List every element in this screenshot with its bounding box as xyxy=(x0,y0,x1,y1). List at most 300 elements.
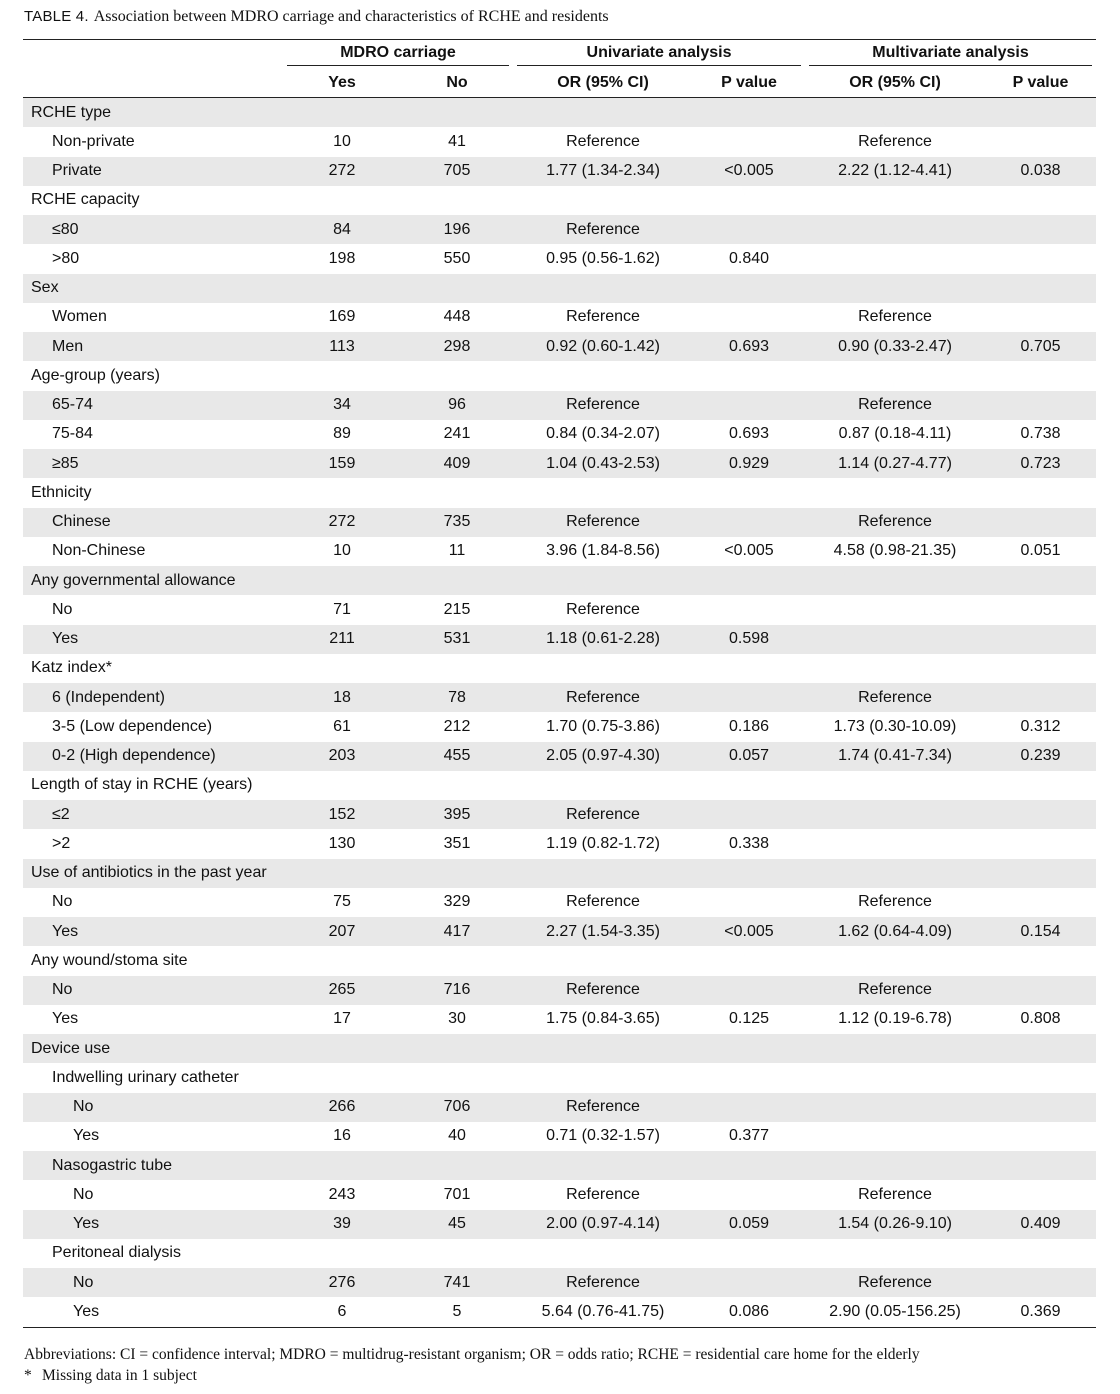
cell-p-multivariate: 0.154 xyxy=(985,917,1096,946)
cell-p-multivariate xyxy=(985,654,1096,683)
cell-mdro-no xyxy=(401,946,513,975)
row-label: 65-74 xyxy=(23,391,283,420)
cell-mdro-no: 298 xyxy=(401,332,513,361)
cell-p-multivariate: 0.239 xyxy=(985,742,1096,771)
cell-p-univariate xyxy=(693,888,805,917)
table-row xyxy=(23,1239,1096,1268)
table-row xyxy=(23,976,1096,1005)
cell-or-multivariate: Reference xyxy=(805,1268,985,1297)
header-group-univariate: Univariate analysis xyxy=(513,40,805,70)
cell-or-multivariate xyxy=(805,478,985,507)
cell-p-multivariate xyxy=(985,98,1096,128)
cell-or-multivariate xyxy=(805,1093,985,1122)
cell-p-univariate: 0.693 xyxy=(728,425,770,443)
cell-p-multivariate xyxy=(985,1180,1096,1209)
row-label: >2 xyxy=(52,834,71,852)
cell-or-multivariate xyxy=(805,1063,985,1092)
cell-mdro-yes: 211 xyxy=(283,625,401,654)
table-row xyxy=(23,1005,1096,1034)
cell-or-multivariate xyxy=(805,859,985,888)
cell-or-univariate: Reference xyxy=(513,391,693,420)
cell-mdro-no: 395 xyxy=(401,800,513,829)
table-row xyxy=(23,1063,1096,1092)
cell-or-multivariate xyxy=(805,274,985,303)
cell-mdro-no: 351 xyxy=(443,834,471,852)
row-label: ≤80 xyxy=(23,215,283,244)
cell-mdro-no: 531 xyxy=(401,625,513,654)
cell-mdro-yes: 34 xyxy=(283,391,401,420)
cell-or-univariate xyxy=(513,771,693,800)
cell-p-multivariate: 0.723 xyxy=(985,449,1096,478)
cell-mdro-yes: 10 xyxy=(333,132,351,150)
cell-or-multivariate xyxy=(805,244,985,273)
cell-mdro-yes xyxy=(283,946,401,975)
row-label: Nasogastric tube xyxy=(23,1151,283,1180)
table-row-category xyxy=(23,98,1096,128)
table-row xyxy=(23,742,1096,771)
row-label: Any wound/stoma site xyxy=(31,951,188,969)
cell-or-multivariate: 4.58 (0.98-21.35) xyxy=(833,542,957,560)
row-label: No xyxy=(23,1093,283,1122)
table-row xyxy=(23,449,1096,478)
cell-p-multivariate xyxy=(985,361,1096,390)
cell-mdro-yes: 71 xyxy=(333,600,351,618)
cell-mdro-no xyxy=(401,859,513,888)
row-label: RCHE type xyxy=(23,98,283,128)
cell-p-univariate xyxy=(693,1268,805,1297)
row-label: 75-84 xyxy=(52,425,93,443)
table-row xyxy=(23,683,1096,712)
row-label: RCHE capacity xyxy=(31,191,140,209)
cell-mdro-yes: 159 xyxy=(283,449,401,478)
cell-mdro-yes: 89 xyxy=(333,425,351,443)
cell-or-univariate: 2.00 (0.97-4.14) xyxy=(513,1210,693,1239)
cell-p-univariate xyxy=(693,186,805,215)
cell-or-univariate xyxy=(513,1151,693,1180)
cell-p-univariate: 0.086 xyxy=(728,1302,770,1320)
cell-p-univariate xyxy=(693,127,805,156)
cell-or-multivariate: 0.90 (0.33-2.47) xyxy=(805,332,985,361)
table-row xyxy=(23,215,1096,244)
cell-p-multivariate: 0.312 xyxy=(1020,717,1061,735)
cell-p-multivariate: 0.369 xyxy=(1020,1302,1061,1320)
row-label: Katz index* xyxy=(31,659,112,677)
row-label: Men xyxy=(23,332,283,361)
cell-or-multivariate xyxy=(805,98,985,128)
cell-p-multivariate xyxy=(985,1093,1096,1122)
cell-p-multivariate: 0.409 xyxy=(985,1210,1096,1239)
cell-mdro-no: 241 xyxy=(443,425,471,443)
cell-or-multivariate xyxy=(805,186,985,215)
cell-mdro-no: 78 xyxy=(401,683,513,712)
table-row-category xyxy=(23,478,1096,507)
cell-or-multivariate: 1.62 (0.64-4.09) xyxy=(805,917,985,946)
cell-mdro-no xyxy=(401,1239,513,1268)
cell-or-univariate xyxy=(513,946,693,975)
header-blank xyxy=(23,40,283,70)
cell-p-multivariate xyxy=(985,1151,1096,1180)
cell-p-multivariate: 0.038 xyxy=(985,157,1096,186)
cell-or-univariate: Reference xyxy=(566,893,640,911)
table-row xyxy=(23,332,1096,361)
cell-or-multivariate: 0.87 (0.18-4.11) xyxy=(838,425,952,443)
cell-p-univariate xyxy=(693,1180,805,1209)
table-row xyxy=(23,537,1096,566)
cell-mdro-yes xyxy=(283,1063,401,1092)
cell-p-multivariate xyxy=(985,976,1096,1005)
table-row xyxy=(23,888,1096,917)
cell-p-multivariate xyxy=(985,683,1096,712)
row-label: Non-Chinese xyxy=(52,542,146,560)
row-label: Yes xyxy=(23,917,283,946)
cell-p-univariate: 0.929 xyxy=(693,449,805,478)
table-row xyxy=(23,595,1096,624)
cell-or-univariate: Reference xyxy=(513,683,693,712)
cell-mdro-no: 550 xyxy=(443,249,471,267)
cell-p-multivariate xyxy=(985,478,1096,507)
cell-p-univariate: 0.057 xyxy=(693,742,805,771)
cell-mdro-yes xyxy=(283,98,401,128)
cell-mdro-no: 448 xyxy=(443,308,471,326)
row-label: ≤2 xyxy=(23,800,283,829)
row-label: Use of antibiotics in the past year xyxy=(23,859,283,888)
cell-mdro-yes: 6 xyxy=(337,1302,347,1320)
cell-mdro-yes: 152 xyxy=(283,800,401,829)
cell-or-multivariate: Reference xyxy=(805,683,985,712)
cell-mdro-no xyxy=(401,98,513,128)
table-row xyxy=(23,712,1096,741)
cell-or-univariate xyxy=(513,566,693,595)
cell-mdro-no: 215 xyxy=(443,600,471,618)
table-row xyxy=(23,127,1096,156)
table-row xyxy=(23,829,1096,858)
cell-mdro-no xyxy=(401,478,513,507)
row-label: Age-group (years) xyxy=(31,366,160,384)
cell-mdro-yes xyxy=(283,1151,401,1180)
table-row xyxy=(23,508,1096,537)
cell-p-multivariate: 0.808 xyxy=(1020,1010,1061,1028)
row-label: Yes xyxy=(23,625,283,654)
table-row xyxy=(23,303,1096,332)
cell-p-univariate xyxy=(693,98,805,128)
cell-p-multivariate: 0.705 xyxy=(985,332,1096,361)
cell-mdro-no: 45 xyxy=(401,1210,513,1239)
cell-p-univariate xyxy=(693,946,805,975)
cell-mdro-yes: 130 xyxy=(328,834,356,852)
cell-mdro-yes: 272 xyxy=(283,508,401,537)
cell-mdro-yes xyxy=(283,566,401,595)
cell-mdro-yes: 75 xyxy=(333,893,351,911)
cell-p-univariate xyxy=(693,215,805,244)
table-row-category xyxy=(23,361,1096,390)
cell-p-multivariate xyxy=(985,391,1096,420)
cell-p-univariate: <0.005 xyxy=(724,542,774,560)
table-row xyxy=(23,917,1096,946)
cell-mdro-yes xyxy=(283,361,401,390)
table-row xyxy=(23,391,1096,420)
cell-mdro-no xyxy=(401,1151,513,1180)
header-group-multivariate: Multivariate analysis xyxy=(805,40,1096,70)
table-row-category xyxy=(23,274,1096,303)
cell-mdro-no: 735 xyxy=(401,508,513,537)
cell-or-univariate xyxy=(513,361,693,390)
cell-p-multivariate xyxy=(985,888,1096,917)
cell-mdro-yes xyxy=(283,478,401,507)
cell-mdro-yes: 203 xyxy=(283,742,401,771)
cell-p-multivariate xyxy=(985,566,1096,595)
cell-or-multivariate xyxy=(805,1151,985,1180)
table-footnotes xyxy=(24,1344,920,1386)
row-label: ≥85 xyxy=(23,449,283,478)
cell-p-multivariate xyxy=(985,1268,1096,1297)
cell-or-univariate: 1.70 (0.75-3.86) xyxy=(546,717,660,735)
cell-mdro-no: 212 xyxy=(443,717,471,735)
cell-mdro-no: 701 xyxy=(443,1185,471,1203)
cell-or-univariate: 1.19 (0.82-1.72) xyxy=(546,834,660,852)
row-label: Non-private xyxy=(52,132,135,150)
abbreviations-note: Abbreviations: CI = confidence interval; MDRO = multidrug-resistant organism; OR = odds ratio; RCHE = residential care home for the elderly xyxy=(24,1346,920,1363)
cell-p-multivariate xyxy=(985,595,1096,624)
cell-mdro-yes: 17 xyxy=(333,1010,351,1028)
cell-p-multivariate: 0.051 xyxy=(1020,542,1061,560)
cell-p-univariate: 0.693 xyxy=(693,332,805,361)
cell-or-univariate: 0.84 (0.34-2.07) xyxy=(546,425,660,443)
table-body xyxy=(23,98,1096,1328)
table-row-category xyxy=(23,859,1096,888)
header-no: No xyxy=(446,74,468,91)
cell-p-univariate xyxy=(693,1239,805,1268)
table-caption xyxy=(24,8,609,26)
cell-or-multivariate xyxy=(805,361,985,390)
row-label: Yes xyxy=(73,1127,100,1145)
cell-or-univariate xyxy=(513,274,693,303)
row-label: Ethnicity xyxy=(31,483,92,501)
cell-mdro-no: 196 xyxy=(401,215,513,244)
cell-mdro-yes: 169 xyxy=(328,308,356,326)
cell-p-univariate xyxy=(693,361,805,390)
asterisk-text: Missing data in 1 subject xyxy=(42,1367,197,1384)
cell-p-univariate xyxy=(693,1034,805,1063)
cell-p-univariate: 0.377 xyxy=(728,1127,770,1145)
cell-p-multivariate xyxy=(985,625,1096,654)
cell-p-univariate: 0.059 xyxy=(693,1210,805,1239)
cell-or-univariate: 0.71 (0.32-1.57) xyxy=(546,1127,660,1145)
cell-mdro-yes: 265 xyxy=(283,976,401,1005)
cell-mdro-no: 706 xyxy=(401,1093,513,1122)
cell-or-univariate: Reference xyxy=(513,1093,693,1122)
cell-p-univariate xyxy=(693,566,805,595)
cell-or-univariate xyxy=(513,1034,693,1063)
row-label: No xyxy=(73,1185,94,1203)
cell-or-univariate xyxy=(513,1063,693,1092)
row-label: 3-5 (Low dependence) xyxy=(52,717,213,735)
cell-p-multivariate xyxy=(985,303,1096,332)
table-row xyxy=(23,244,1096,273)
cell-mdro-yes xyxy=(283,1034,401,1063)
table-row xyxy=(23,420,1096,449)
row-label: Private xyxy=(23,157,283,186)
cell-or-multivariate xyxy=(805,1034,985,1063)
cell-or-multivariate xyxy=(805,946,985,975)
cell-mdro-no: 30 xyxy=(448,1010,466,1028)
cell-p-multivariate xyxy=(985,274,1096,303)
cell-p-multivariate xyxy=(985,771,1096,800)
cell-p-multivariate xyxy=(985,859,1096,888)
cell-or-multivariate xyxy=(805,654,985,683)
cell-or-multivariate xyxy=(805,1239,985,1268)
table-row-category xyxy=(23,186,1096,215)
results-table xyxy=(23,39,1096,1328)
cell-or-univariate: Reference xyxy=(513,1268,693,1297)
cell-p-univariate: 0.840 xyxy=(728,249,770,267)
cell-p-univariate: 0.598 xyxy=(693,625,805,654)
cell-mdro-no: 716 xyxy=(401,976,513,1005)
cell-mdro-yes xyxy=(283,186,401,215)
table-row-category xyxy=(23,1034,1096,1063)
cell-mdro-no: 96 xyxy=(401,391,513,420)
cell-or-multivariate xyxy=(805,800,985,829)
table-row xyxy=(23,1093,1096,1122)
cell-or-univariate xyxy=(513,654,693,683)
cell-mdro-no: 417 xyxy=(401,917,513,946)
header-blank-2 xyxy=(23,69,283,98)
cell-or-multivariate xyxy=(805,566,985,595)
cell-p-univariate xyxy=(693,859,805,888)
table-row xyxy=(23,157,1096,186)
cell-or-multivariate xyxy=(805,595,985,624)
cell-or-univariate: 1.77 (1.34-2.34) xyxy=(513,157,693,186)
cell-or-univariate xyxy=(513,1239,693,1268)
row-label: Any governmental allowance xyxy=(23,566,283,595)
cell-p-multivariate xyxy=(985,1122,1096,1151)
cell-mdro-yes: 16 xyxy=(333,1127,351,1145)
table-row xyxy=(23,1210,1096,1239)
cell-mdro-no: 705 xyxy=(401,157,513,186)
cell-or-multivariate: 1.12 (0.19-6.78) xyxy=(838,1010,952,1028)
cell-mdro-yes: 113 xyxy=(283,332,401,361)
cell-p-univariate xyxy=(693,976,805,1005)
cell-p-univariate xyxy=(693,478,805,507)
header-or-multivariate: OR (95% CI) xyxy=(849,74,941,91)
cell-p-univariate xyxy=(693,595,805,624)
cell-or-multivariate xyxy=(805,829,985,858)
cell-mdro-no xyxy=(401,1034,513,1063)
cell-p-multivariate xyxy=(985,829,1096,858)
cell-p-univariate xyxy=(693,1063,805,1092)
cell-mdro-no xyxy=(401,771,513,800)
cell-or-multivariate: Reference xyxy=(805,508,985,537)
row-label: Device use xyxy=(23,1034,283,1063)
row-label: Sex xyxy=(23,274,283,303)
cell-mdro-yes: 18 xyxy=(283,683,401,712)
row-label: Yes xyxy=(73,1302,100,1320)
cell-mdro-yes xyxy=(283,654,401,683)
cell-p-univariate xyxy=(693,654,805,683)
cell-or-univariate: Reference xyxy=(566,1185,640,1203)
cell-or-univariate: Reference xyxy=(513,800,693,829)
row-label: Indwelling urinary catheter xyxy=(52,1068,239,1086)
header-p-univariate: P value xyxy=(721,74,777,91)
cell-or-multivariate: 2.22 (1.12-4.41) xyxy=(805,157,985,186)
cell-or-multivariate: Reference xyxy=(858,893,932,911)
cell-mdro-yes: 243 xyxy=(328,1185,356,1203)
cell-mdro-no xyxy=(401,274,513,303)
cell-p-multivariate xyxy=(985,244,1096,273)
row-label: 0-2 (High dependence) xyxy=(23,742,283,771)
row-label: Women xyxy=(52,308,107,326)
table-row-category xyxy=(23,566,1096,595)
cell-mdro-no: 40 xyxy=(448,1127,466,1145)
cell-p-multivariate xyxy=(985,215,1096,244)
cell-or-univariate xyxy=(513,186,693,215)
row-label: No xyxy=(52,893,73,911)
cell-p-univariate: <0.005 xyxy=(693,157,805,186)
cell-p-univariate xyxy=(693,391,805,420)
row-label: No xyxy=(23,1268,283,1297)
table-row xyxy=(23,1297,1096,1327)
cell-mdro-yes: 272 xyxy=(283,157,401,186)
row-label: No xyxy=(23,976,283,1005)
cell-or-univariate: 2.27 (1.54-3.35) xyxy=(513,917,693,946)
cell-mdro-yes: 10 xyxy=(333,542,351,560)
cell-p-univariate xyxy=(693,1151,805,1180)
row-label: 6 (Independent) xyxy=(23,683,283,712)
cell-p-multivariate xyxy=(985,127,1096,156)
cell-p-univariate xyxy=(693,771,805,800)
cell-or-univariate: Reference xyxy=(566,132,640,150)
cell-or-univariate: Reference xyxy=(566,308,640,326)
cell-p-multivariate xyxy=(985,800,1096,829)
row-label: Length of stay in RCHE (years) xyxy=(31,776,253,794)
cell-p-univariate xyxy=(693,508,805,537)
cell-mdro-no: 11 xyxy=(448,542,466,560)
cell-p-multivariate xyxy=(985,1034,1096,1063)
cell-mdro-yes xyxy=(283,859,401,888)
row-label: Chinese xyxy=(23,508,283,537)
cell-p-multivariate xyxy=(985,1063,1096,1092)
cell-or-univariate: Reference xyxy=(513,215,693,244)
cell-p-univariate xyxy=(693,274,805,303)
cell-or-multivariate: 1.54 (0.26-9.10) xyxy=(805,1210,985,1239)
cell-p-multivariate xyxy=(985,946,1096,975)
cell-or-univariate: 0.92 (0.60-1.42) xyxy=(513,332,693,361)
cell-or-univariate xyxy=(513,859,693,888)
cell-or-multivariate: 1.14 (0.27-4.77) xyxy=(805,449,985,478)
table-container xyxy=(23,39,1096,1328)
cell-mdro-no: 5 xyxy=(452,1302,462,1320)
cell-mdro-no xyxy=(401,654,513,683)
cell-p-univariate: <0.005 xyxy=(693,917,805,946)
cell-mdro-no xyxy=(401,361,513,390)
cell-p-univariate xyxy=(693,683,805,712)
table-row xyxy=(23,1268,1096,1297)
cell-or-multivariate xyxy=(805,625,985,654)
cell-p-univariate: 0.186 xyxy=(728,717,770,735)
row-label: No xyxy=(52,600,73,618)
cell-p-univariate: 0.125 xyxy=(728,1010,770,1028)
cell-or-univariate: Reference xyxy=(513,976,693,1005)
table-row xyxy=(23,800,1096,829)
cell-mdro-no: 741 xyxy=(401,1268,513,1297)
row-label: Yes xyxy=(52,1010,79,1028)
cell-or-univariate: 1.75 (0.84-3.65) xyxy=(546,1010,660,1028)
cell-mdro-no xyxy=(401,186,513,215)
cell-mdro-yes: 266 xyxy=(283,1093,401,1122)
table-row-category xyxy=(23,946,1096,975)
cell-mdro-no: 41 xyxy=(448,132,466,150)
cell-or-univariate: 0.95 (0.56-1.62) xyxy=(546,249,660,267)
cell-or-univariate: Reference xyxy=(513,508,693,537)
